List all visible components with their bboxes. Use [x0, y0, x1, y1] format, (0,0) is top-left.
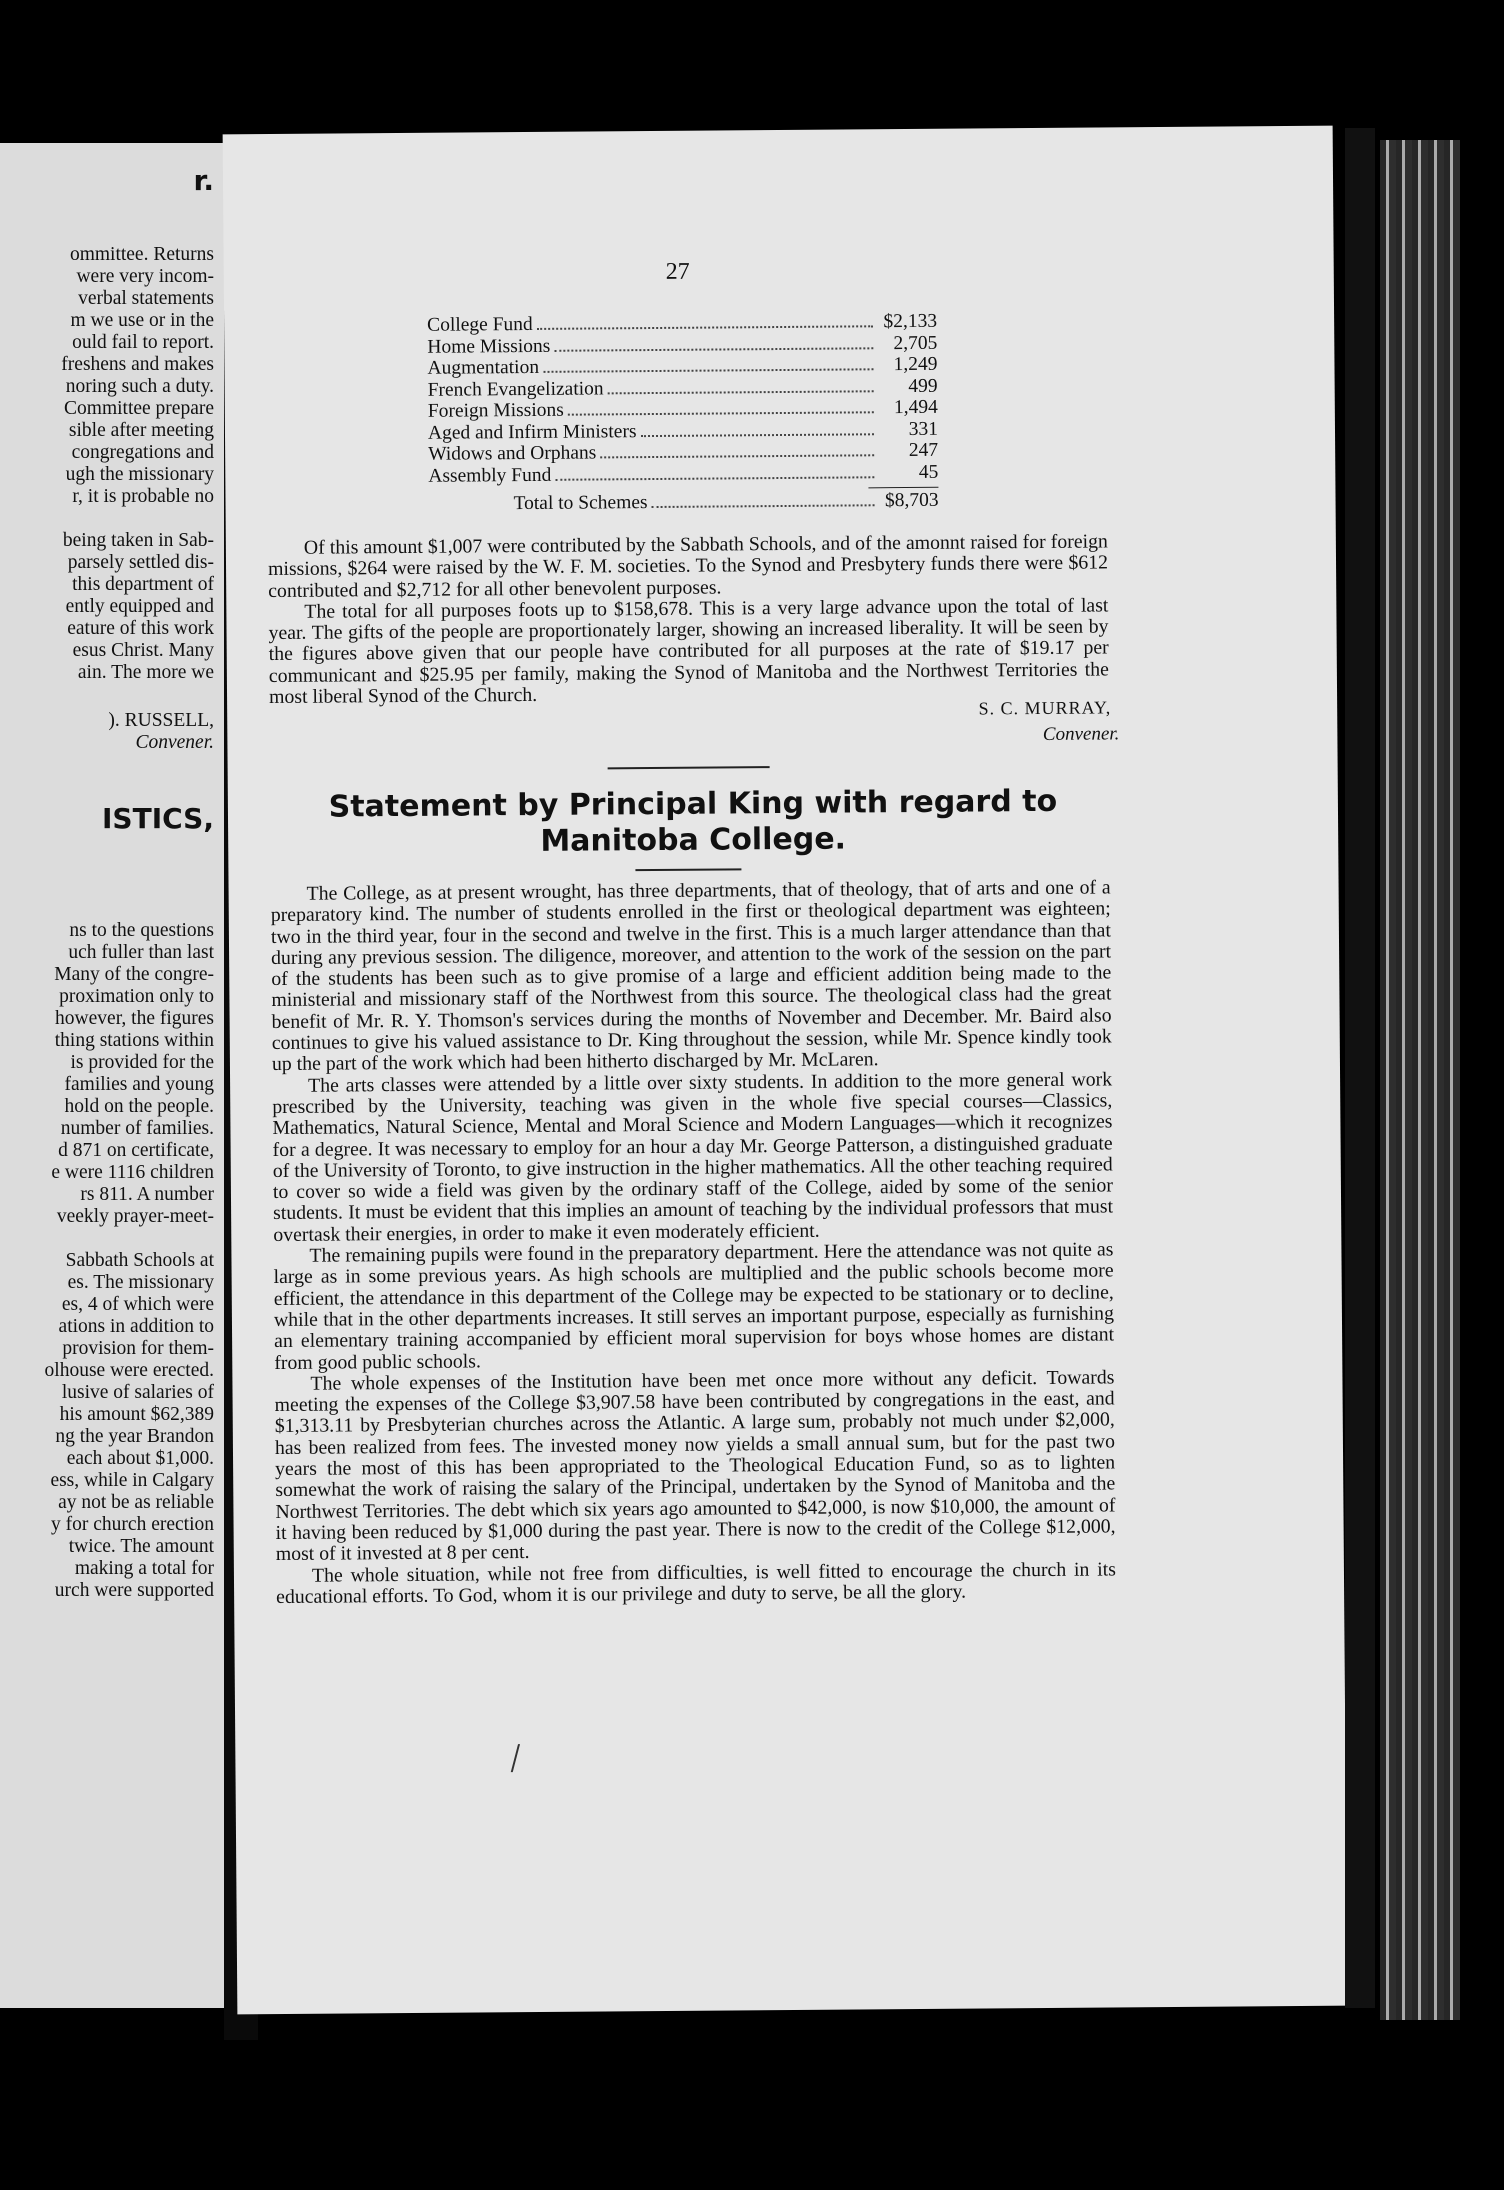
statement-body	[271, 877, 1117, 1608]
left-page-line: ain. The more we	[77, 662, 214, 683]
left-page-line: ns to the questions	[69, 920, 214, 941]
fund-amount: 1,249	[893, 353, 938, 376]
total-label: Total to Schemes	[513, 492, 648, 515]
pencil-mark	[511, 1744, 540, 1772]
left-page-line: e were 1116 children	[51, 1162, 214, 1183]
left-page-line: ently equipped and	[65, 596, 214, 617]
statement-paragraph: The College, as at present wrought, has three departments, that of theology, that of arts and one of a preparatory kind. The number of students enrolled in the first or theological department was eighteen; two in the third year, four in the second and twelve in the first. This is a much larger attendance than that during any previous session. The diligence, moreover, and attention to the work of the session on the part of the students has been such as to give promise of a large and efficient addition being made to the ministerial and missionary staff of the Northwest from this source. The theological class had the great benefit of Mr. R. Y. Thomson's services during the months of November and December. Mr. Baird also continues to give his valued assistance to Dr. King throughout the session, while Mr. Spence kindly took up the part of the work which had been hitherto discharged by Mr. McLaren.	[270, 876, 1112, 1076]
left-page-line: freshens and makes	[61, 354, 214, 375]
total-amount: $8,703	[884, 489, 939, 512]
leader-dots	[641, 433, 874, 437]
fund-amount: 1,494	[893, 396, 938, 419]
statement-paragraph: The remaining pupils were found in the preparatory department. Here the attendance was not quite as large as in some previous years. As high schools are multiplied and the public schools become more efficient, the attendance in this department of the College may be expected to be stationary or to decline, while that in the other departments increases. It still serves an important purpose, especially as furnishing an elementary training accompanied by efficient moral supervision for boys whose homes are distant from good public schools.	[273, 1238, 1115, 1374]
left-page-line: number of families.	[60, 1118, 214, 1139]
left-page-line: ng the year Brandon	[55, 1426, 214, 1447]
fund-amount: 247	[908, 439, 939, 462]
left-page-line: y for church erection	[51, 1514, 214, 1535]
leader-dots	[568, 411, 874, 415]
left-page-line: congregations and	[71, 442, 214, 463]
left-page-line: provision for them-	[62, 1338, 214, 1359]
statement-paragraph: The whole situation, while not free from difficulties, is well fitted to encourage the church in its educational efforts. To God, whom it is our privilege and duty to serve, be all the glory.	[276, 1557, 1117, 1608]
left-page-line: thing stations within	[54, 1030, 214, 1051]
left-page-line: this department of	[72, 574, 214, 595]
left-page-line: being taken in Sab-	[62, 530, 214, 551]
left-page-line: Sabbath Schools at	[65, 1250, 214, 1271]
heading-line-2: Manitoba College.	[540, 821, 847, 859]
leader-dots	[537, 325, 873, 330]
left-page-line: ations in addition to	[58, 1316, 214, 1337]
fund-label: College Fund	[427, 313, 533, 336]
left-page-line: ISTICS,	[102, 802, 214, 835]
signature-title: Convener.	[1042, 723, 1120, 745]
left-page-line: ugh the missionary	[65, 464, 214, 485]
left-page-line: making a total for	[74, 1558, 214, 1579]
left-page-line: families and young	[64, 1074, 214, 1095]
left-page-line: uch fuller than last	[68, 942, 214, 963]
fund-amount: 331	[908, 418, 939, 440]
fund-label: Aged and Infirm Ministers	[427, 420, 637, 444]
report-text	[268, 531, 1109, 708]
left-page-line: sible after meeting	[68, 420, 214, 441]
report-paragraph: Of this amount $1,007 were contributed by the Sabbath Schools, and of the amonnt raised for foreign missions, $264 were raised by the W. F. M. societies. To the Synod and Presbytery funds there were $612 contributed and $2,712 for all other benevolent purposes.	[267, 530, 1109, 602]
left-page-line: noring such a duty.	[65, 376, 214, 397]
total-rule	[868, 487, 938, 489]
left-page-line: ay not be as reliable	[58, 1492, 214, 1513]
statement-paragraph: The arts classes were attended by a little over sixty students. In addition to the more general work prescribed by the University, teaching was given in the whole five special courses—Classics, Mathematics, Natural Science, Mental and Moral Science and Modern Languages—which it recognizes for a degree. It was necessary to employ for an hour a day Mr. George Patterson, a distinguished graduate of the University of Toronto, to give instruction in the higher mathematics. All the other teaching required to cover so wide a field was given by the ordinary staff of the College, aided by some of the senior students. It must be evident that this implies an amount of teaching by the individual professors that must overtask their energies, in order to make it even moderately efficient.	[272, 1068, 1114, 1246]
fund-label: French Evangelization	[427, 377, 604, 401]
left-page-line: veekly prayer-meet-	[56, 1206, 214, 1227]
fund-amount: 499	[908, 375, 938, 397]
fund-label: Foreign Missions	[427, 399, 564, 422]
left-page-line: Many of the congre-	[54, 964, 214, 985]
heading-rule	[635, 868, 741, 871]
leader-dots	[555, 476, 874, 481]
signature-name: S. C. MURRAY,	[978, 697, 1112, 719]
statement-heading	[268, 783, 1119, 862]
leader-dots	[608, 390, 874, 394]
left-page-line: Convener.	[135, 732, 214, 753]
left-page-line: hold on the people.	[64, 1096, 214, 1117]
main-page	[223, 126, 1348, 2015]
left-page-line: twice. The amount	[68, 1536, 214, 1557]
left-page-line: Committee prepare	[64, 398, 214, 419]
left-page-line: r.	[193, 164, 214, 197]
fund-label: Assembly Fund	[428, 464, 552, 487]
left-page-line: ). RUSSELL,	[108, 710, 214, 731]
left-page-line: is provided for the	[70, 1052, 214, 1073]
statement-paragraph: The whole expenses of the Institution have been met once more without any deficit. Towards meeting the expenses of the College $3,907.58 have been contributed by congregations in the east, and $1,313.11 by Presbyterian churches across the Atlantic. A large sum, probably not much under $2,000, has been realized from fees. The invested money now yields a small annual sum, but for the past two years the most of this has been appropriated to the Theological Education Fund, so as to lighten somewhat the work of raising the salary of the Principal, undertaken by the Synod of Manitoba and the Northwest Territories. The debt which six years ago amounted to $42,000, is now $10,000, the amount of it having been reduced by $1,000 during the past year. There is now to the credit of the College $12,000, most of it invested at 8 per cent.	[274, 1366, 1116, 1566]
fund-amount: 2,705	[893, 332, 938, 354]
fund-row	[428, 461, 938, 487]
left-page-line: es. The missionary	[67, 1272, 214, 1293]
leader-dots	[543, 368, 873, 373]
left-page-line: proximation only to	[59, 986, 214, 1007]
section-separator	[608, 766, 770, 769]
fund-amount: 45	[918, 461, 939, 483]
left-page-line: however, the figures	[55, 1008, 214, 1029]
left-page-line: esus Christ. Many	[72, 640, 214, 661]
left-page-line: d 871 on certificate,	[58, 1140, 214, 1161]
total-row	[513, 490, 938, 515]
left-page-line: each about $1,000.	[66, 1448, 214, 1469]
left-page-line: urch were supported	[54, 1580, 214, 1601]
left-page-line: es, 4 of which were	[61, 1294, 214, 1315]
fund-amount: $2,133	[883, 310, 938, 333]
leader-dots	[600, 454, 874, 458]
heading-line-1: Statement by Principal King with regard to	[328, 783, 1058, 825]
left-page-line: olhouse were erected.	[44, 1360, 214, 1381]
left-page-line: verbal statements	[78, 288, 214, 309]
fund-label: Widows and Orphans	[428, 442, 597, 465]
report-paragraph: The total for all purposes foots up to $158,678. This is a very large advance upon the total of last year. The gifts of the people are proportionately larger, showing an increased liberality. It will be seen by the figures above given that our people have contributed for all purposes at the rate of $19.17 per communicant and $25.95 per family, making the Synod of Manitoba and the Northwest Territories the most liberal Synod of the Church.	[268, 594, 1109, 709]
left-page-line: his amount $62,389	[59, 1404, 214, 1425]
leader-dots	[554, 347, 873, 352]
page-number: 27	[665, 258, 690, 285]
left-page-line: parsely settled dis-	[67, 552, 214, 573]
fund-table	[427, 311, 939, 515]
page-shadow	[1345, 128, 1375, 2008]
left-page-line: lusive of salaries of	[61, 1382, 214, 1403]
book-page-edges	[1380, 140, 1460, 2020]
left-page-line: ommittee. Returns	[69, 244, 214, 265]
left-page-line: ess, while in Calgary	[50, 1470, 214, 1491]
leader-dots	[652, 504, 875, 508]
fund-label: Home Missions	[427, 335, 551, 358]
left-page-line: ould fail to report.	[72, 332, 214, 353]
left-page-line: rs 811. A number	[80, 1184, 214, 1205]
left-page-line: were very incom-	[76, 266, 214, 287]
left-page-line: m we use or in the	[70, 310, 214, 331]
left-page-line: r, it is probable no	[72, 486, 214, 507]
fund-label: Augmentation	[427, 356, 540, 379]
left-page-line: eature of this work	[67, 618, 214, 639]
